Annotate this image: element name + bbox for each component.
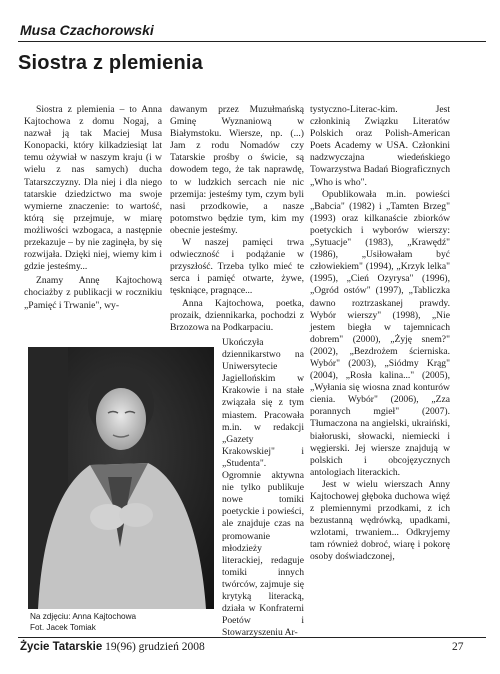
magazine-name: Życie Tatarskie	[20, 641, 103, 653]
footer-publication	[20, 641, 205, 653]
article-author: Musa Czachorowski	[20, 22, 154, 38]
paragraph: Opublikowała m.in. powieści „Babcia" (1982) i „Tamten Brzeg" (1993) oraz kilkanaście zbiorków poetyckich i wyborów wierszy: „Sytuacje" (1983), „Krawędź" (1986), „Usiłowałam być człowiekiem" (1994), „Krzyk lelka" (1995), „Cień Ozyrysa" (1996), „Ogród ostów" (1997), „Tabliczka dawno roztrzaskanej prawdy. Wybór wierszy" (1998), „Nie jestem biegła w tajemnicach dobrem" (2000), „Żyję snem?" (2002), „Bezdrożem ścierniska. Wybór" (2003), „Siódmy Krąg" (2004), „Rosła kalina..." (2005), „Wyłania się wiosna znad konturów cienia. Wybór" (2006), „Zza porannych mgieł" (2007). Tłumaczona na angielski, ukraiński, białoruski, słowacki, niemiecki i węgierski. Jej wiersze znajdują w polskich i obcojęzycznych antologiach literackich.	[310, 188, 450, 478]
paragraph: Anna Kajtochowa, poetka, prozaik, dziennikarka, pochodzi z Brzozowa na Podkarpaciu.	[170, 297, 304, 333]
article-column-3	[310, 104, 450, 564]
paragraph: Ukończyła dziennikarstwo na Uniwersytecie Jagiellońskim w Krakowie i na stałe związała się z tym miastem. Pracowała m.in. w redakcji „Gazety Krakowskiej" i „Studenta". Ogromnie aktywna nie tylko publikuje nowe tomiki poetyckie i powieści, ale znajduje czas na promowanie młodzieży literackiej, redaguje tomiki innych twórców, zajmuje się krytyką literacką, działa w Konfraterni Poetów i Stowarzyszeniu Ar-	[222, 337, 304, 639]
paragraph: Znamy Annę Kajtochową chociażby z publikacji w rocznikiu „Pamięć i Trwanie", wy-	[24, 275, 162, 311]
header-rule	[18, 41, 486, 42]
issue-info: 19(96) grudzień 2008	[105, 641, 205, 653]
paragraph: Jest w wielu wierszach Anny Kajtochowej głęboka duchowa więź z plemiennymi przodkami, z ich bezustanną wędrówką, upadkami, wzlotami, trwaniem... Odkryjemy tam również dobroć, wiarę i pokorę osoby doświadczonej,	[310, 478, 450, 563]
page-number: 27	[452, 641, 464, 653]
paragraph: Siostra z plemienia – to Anna Kajtochowa z domu Nogaj, a nazwał ją tak Maciej Musa Konopacki, który kilkadziesiąt lat temu ożywiał w naszym kraju (i w wielu z nas samych) ducha Tatarszczyzny. Dla niej i dla niego tatarskie dziedzictwo ma swoje wymierne znaczenie: to wartość, którą się przejmuje, w miarę możliwości wzbogaca, a następnie przekazuje – by nie zaginęła, by się rozwijała. Dzięki niej, wiemy kim i gdzie jesteśmy...	[24, 104, 162, 273]
paragraph: dawanym przez Muzułmańską Gminę Wyznaniową w Białymstoku. Wiersze, np. (...) Jam z rodu Nomadów czy Tatarskie prośby o świcie, są dowodem tego, że tak naprawdę, to w ludzkich sercach nie nic przemija: jesteśmy tym, czym byli nasi przodkowie, a nasze potomstwo będzie tym, kim my obecnie jesteśmy.	[170, 104, 304, 236]
photo-credit: Fot. Jacek Tomiak	[30, 622, 96, 632]
paragraph: W naszej pamięci trwa odwieczność i podążanie w przyszłość. Trzeba tylko mieć te serca i pamięć otwarte, żywe, tęskniące, pragnące...	[170, 237, 304, 297]
paragraph: tystyczno-Literac-kim. Jest członkinią Związku Literatów Polskich oraz Polish-American Poets Academy w USA. Członkini nadzwyczajna wiedeńskiego Towarzystwa Badań Biograficznych „Who is who".	[310, 104, 450, 188]
article-column-2-continued	[222, 337, 304, 639]
portrait-photo	[28, 347, 214, 609]
footer-rule	[18, 637, 486, 638]
article-column-1	[24, 104, 162, 312]
caption-line: Na zdjęciu: Anna Kajtochowa	[30, 612, 137, 621]
article-column-2	[170, 104, 304, 334]
photo-caption	[30, 612, 136, 633]
article-title: Siostra z plemienia	[18, 52, 203, 74]
